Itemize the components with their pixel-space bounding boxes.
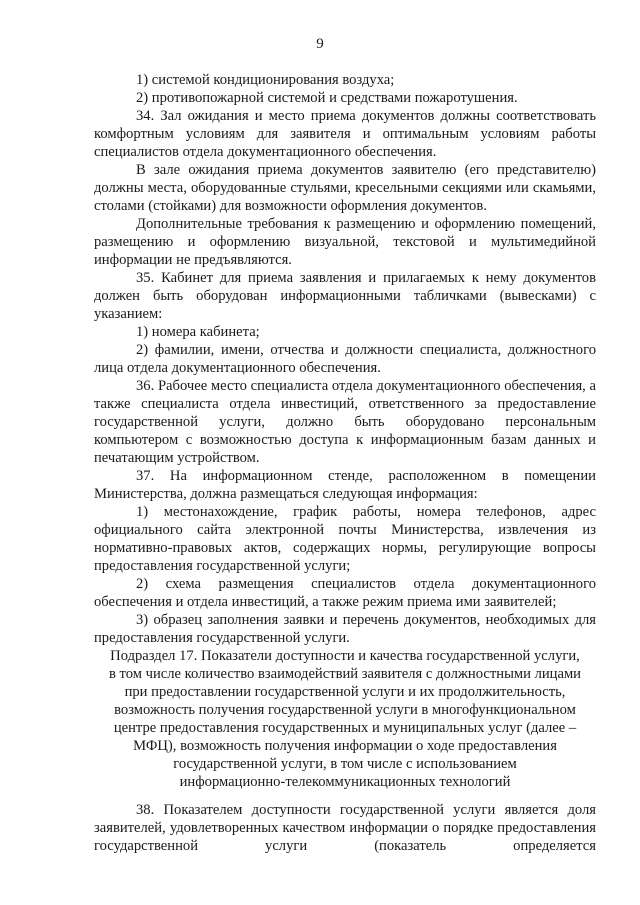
heading-line: возможность получения государственной услуги в многофункциональном (114, 702, 576, 718)
paragraph: 1) местонахождение, график работы, номера телефонов, адрес официального сайта электронной почты Министерства, извлечения из нормативно-правовых актов, содержащих нормы, регулирующие вопросы предоставления государственной услуги; (94, 504, 596, 574)
heading-line: Подраздел 17. Показатели доступности и качества государственной услуги, (110, 648, 580, 664)
paragraph: 35. Кабинет для приема заявления и прилагаемых к нему документов должен быть оборудован информационными табличками (вывесками) с указанием: (94, 270, 596, 322)
heading-line: центре предоставления государственных и муниципальных услуг (далее – (113, 720, 577, 736)
paragraph: 34. Зал ожидания и место приема документов должны соответствовать комфортным условиям для заявителя и оптимальным условиям работы специалистов отдела документационного обеспечения. (94, 108, 596, 160)
heading-line: при предоставлении государственной услуги и их продолжительность, (124, 684, 566, 700)
paragraph: 3) образец заполнения заявки и перечень документов, необходимых для предоставления государственной услуги. (94, 612, 596, 646)
paragraph: 37. На информационном стенде, расположенном в помещении Министерства, должна размещаться следующая информация: (94, 468, 596, 502)
page-number: 9 (316, 36, 324, 52)
heading-line: государственной услуги, в том числе с использованием (173, 756, 517, 772)
body-text (94, 71, 596, 647)
paragraph: 2) противопожарной системой и средствами пожаротушения. (136, 90, 518, 106)
heading-line: информационно-телекоммуникационных технологий (179, 774, 511, 790)
paragraph: 1) номера кабинета; (136, 324, 260, 340)
heading-line: МФЦ), возможность получения информации о ходе предоставления (133, 738, 557, 754)
paragraph: В зале ожидания приема документов заявителю (его представителю) должны места, оборудованные стульями, кресельными секциями или скамьями, столами (стойками) для возможности оформления документов. (94, 162, 596, 214)
paragraph: 36. Рабочее место специалиста отдела документационного обеспечения, а также специалиста отдела инвестиций, ответственного за предоставление государственной услуги, должно быть оборудовано персональным компьютером с возможностью доступа к информационным базам данных и печатающим устройством. (94, 378, 596, 466)
paragraph: Дополнительные требования к размещению и оформлению помещений, размещению и оформлению визуальной, текстовой и мультимедийной информации не предъявляются. (94, 216, 596, 268)
section-heading (94, 647, 596, 791)
heading-line: в том числе количество взаимодействий заявителя с должностными лицами (109, 666, 581, 682)
tail-text (94, 801, 596, 855)
paragraph: 38. Показателем доступности государственной услуги является доля заявителей, удовлетворенных качеством информации о порядке предоставления государственной услуги (показатель определяется (94, 802, 596, 854)
paragraph: 2) схема размещения специалистов отдела документационного обеспечения и отдела инвестиций, а также режим приема ими заявителей; (94, 576, 596, 610)
paragraph: 1) системой кондиционирования воздуха; (136, 72, 395, 88)
paragraph: 2) фамилии, имени, отчества и должности специалиста, должностного лица отдела документационного обеспечения. (94, 342, 596, 376)
